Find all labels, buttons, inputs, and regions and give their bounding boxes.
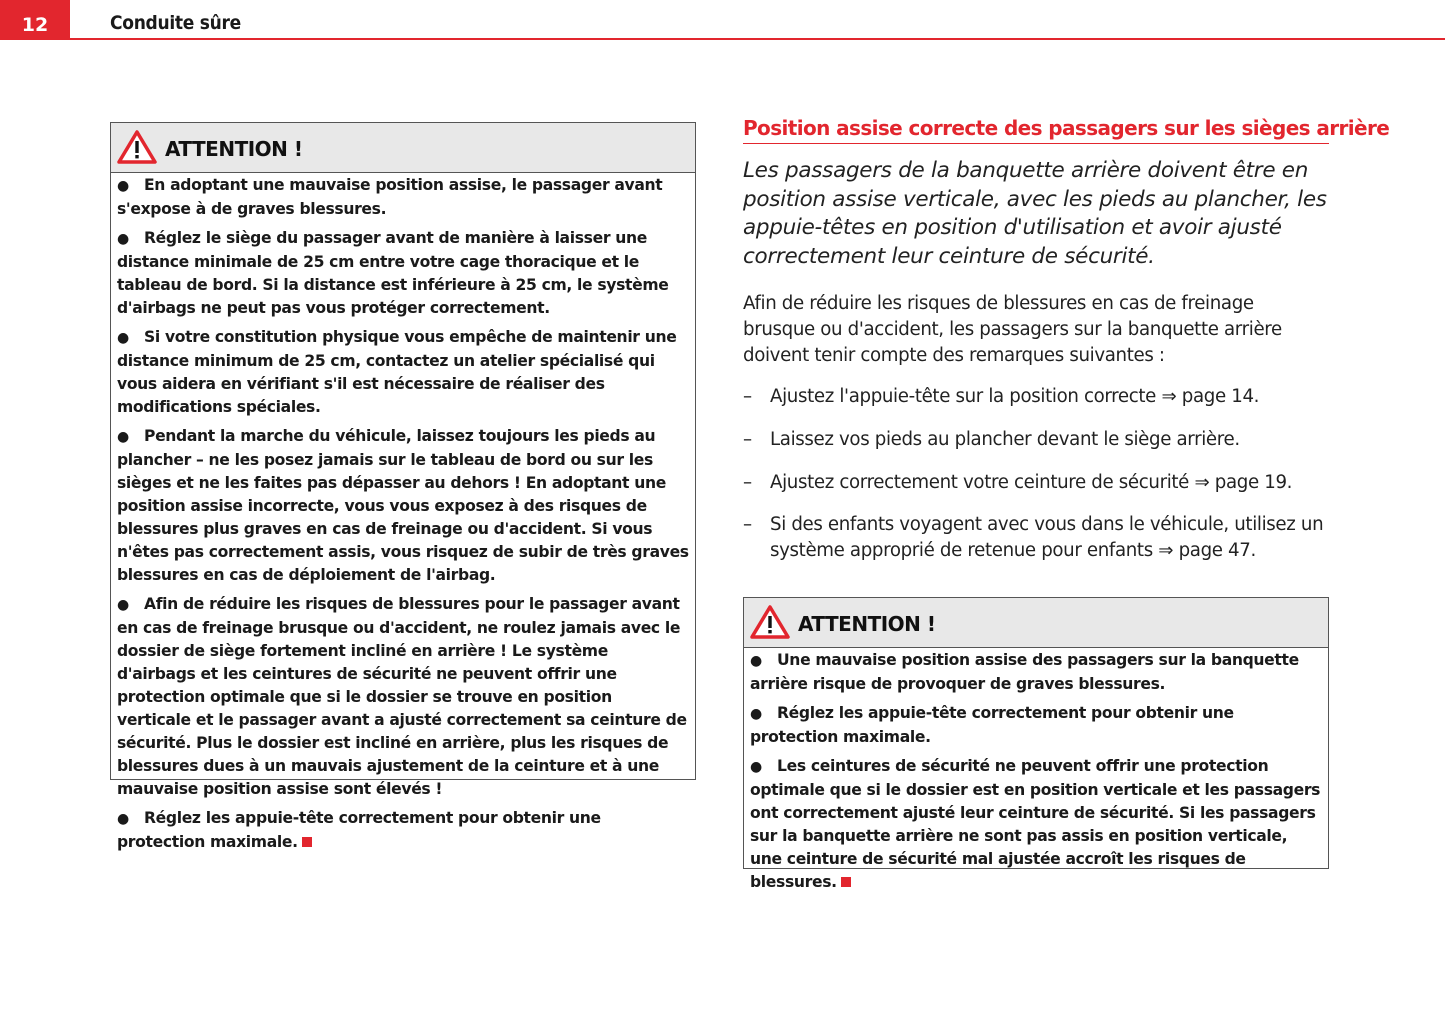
warning-title: ATTENTION ! bbox=[165, 137, 303, 161]
list-item bbox=[743, 470, 1329, 496]
dash-icon: – bbox=[743, 386, 752, 408]
bullet-icon: ● bbox=[750, 759, 762, 775]
warning-title: ATTENTION ! bbox=[798, 612, 936, 636]
page-47-link[interactable]: Si des enfants voyagent avec vous dans le véhicule, utilisez un système approprié de retenue pour enfants ⇒ page 47. bbox=[770, 514, 1324, 561]
bullet-icon: ● bbox=[750, 653, 762, 669]
warning-item: ● Les ceintures de sécurité ne peuvent offrir une protection optimale que si le dossier est en position verticale et les passagers ont correctement ajusté leur ceinture de sécurité. Si les passagers sur la banquette arrière ne sont pas assis en position verticale, une ceinture de sécurité mal ajustée accroît les risques de blessures. bbox=[750, 757, 1321, 891]
section-paragraph: Afin de réduire les risques de blessures en cas de freinage brusque ou d'accident, les passagers sur la banquette arrière doivent tenir compte des remarques suivantes : bbox=[743, 293, 1282, 366]
bullet-icon: ● bbox=[117, 429, 129, 445]
instruction-list bbox=[743, 384, 1329, 563]
warning-item: ● Une mauvaise position assise des passagers sur la banquette arrière risque de provoquer de graves blessures. bbox=[750, 651, 1299, 693]
right-column bbox=[743, 116, 1390, 581]
header-rule bbox=[70, 38, 1445, 40]
end-of-section-icon bbox=[302, 837, 312, 847]
right-warning-box bbox=[743, 597, 1329, 891]
chapter-title: Conduite sûre bbox=[110, 12, 241, 34]
warning-body bbox=[744, 648, 1328, 896]
warning-body bbox=[111, 173, 695, 856]
warning-item: ● Pendant la marche du véhicule, laissez toujours les pieds au plancher – ne les posez jamais sur le tableau de bord ou sur les sièges et ne les faites pas dépasser au dehors ! En adoptant une position assise incorrecte, vous vous exposez à des risques de blessures plus graves en cas de freinage ou d'accident. Si vous n'êtes pas correctement assis, vous risquez de subir de très graves blessures en cas de déploiement de l'airbag. bbox=[117, 427, 689, 584]
dash-icon: – bbox=[743, 428, 752, 450]
page-number: 12 bbox=[0, 0, 70, 40]
warning-triangle-icon bbox=[750, 605, 790, 639]
bullet-icon: ● bbox=[117, 178, 129, 194]
list-item bbox=[743, 384, 1329, 410]
warning-header bbox=[111, 123, 695, 173]
warning-item: ● Afin de réduire les risques de blessures pour le passager avant en cas de freinage brusque ou d'accident, ne roulez jamais avec le dossier de siège fortement incliné en arrière ! Le système d'airbags et les ceintures de sécurité ne peuvent offrir une protection optimale que si le dossier se trouve en position verticale et le passager avant a ajusté correctement sa ceinture de sécurité. Plus le dossier est incliné en arrière, plus les risques de blessures dues à un mauvais ajustement de la ceinture et à une mauvaise position assise sont élevés ! bbox=[117, 595, 687, 798]
warning-item: ● En adoptant une mauvaise position assise, le passager avant s'expose à de graves blessures. bbox=[117, 176, 663, 218]
page-19-link[interactable]: Ajustez correctement votre ceinture de sécurité ⇒ page 19. bbox=[770, 471, 1293, 493]
dash-icon: – bbox=[743, 514, 752, 536]
page-header bbox=[0, 0, 1445, 41]
warning-triangle-icon bbox=[117, 130, 157, 164]
bullet-icon: ● bbox=[117, 597, 129, 613]
warning-item: ● Si votre constitution physique vous empêche de maintenir une distance minimum de 25 cm, contactez un atelier spécialisé qui vous aidera en vérifiant s'il est nécessaire de réaliser des modifications spéciales. bbox=[117, 328, 677, 416]
bullet-icon: ● bbox=[750, 706, 762, 722]
warning-header bbox=[744, 598, 1328, 648]
warning-item: ● Réglez le siège du passager avant de manière à laisser une distance minimale de 25 cm entre votre cage thoracique et le tableau de bord. Si la distance est inférieure à 25 cm, le système d'airbags ne peut pas vous protéger correctement. bbox=[117, 229, 669, 317]
end-of-section-icon bbox=[841, 877, 851, 887]
bullet-icon: ● bbox=[117, 330, 129, 346]
page-14-link[interactable]: Ajustez l'appuie-tête sur la position correcte ⇒ page 14. bbox=[770, 386, 1260, 408]
warning-item: ● Réglez les appuie-tête correctement pour obtenir une protection maximale. bbox=[750, 704, 1234, 746]
section-title: Position assise correcte des passagers sur les sièges arrière bbox=[743, 116, 1329, 144]
dash-icon: – bbox=[743, 471, 752, 493]
bullet-icon: ● bbox=[117, 231, 129, 247]
warning-item: ● Réglez les appuie-tête correctement pour obtenir une protection maximale. bbox=[117, 809, 601, 851]
bullet-icon: ● bbox=[117, 811, 129, 827]
left-warning-box bbox=[110, 122, 696, 851]
list-item bbox=[743, 512, 1329, 564]
list-item: – Laissez vos pieds au plancher devant le siège arrière. bbox=[743, 427, 1329, 453]
section-intro: Les passagers de la banquette arrière doivent être en position assise verticale, avec les pieds au plancher, les appuie-têtes en position d'utilisation et avoir ajusté correctement leur ceinture de sécurité. bbox=[743, 158, 1327, 269]
